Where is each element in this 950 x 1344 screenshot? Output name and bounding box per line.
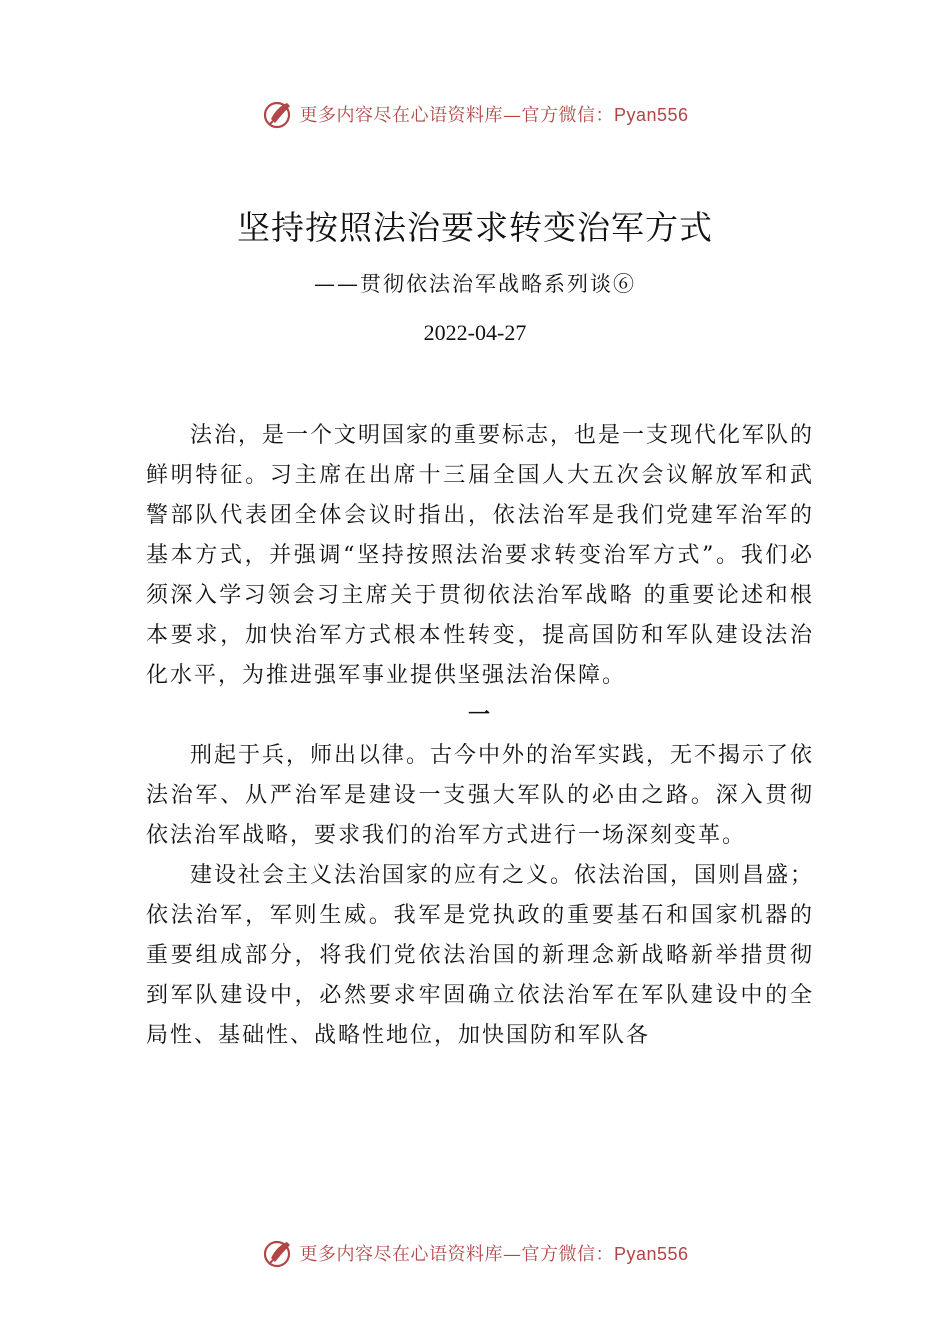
footer-banner xyxy=(0,1231,950,1275)
banner-wechat-id: Pyan556 xyxy=(613,105,689,125)
section-number: 一 xyxy=(467,703,492,728)
paragraph-2: 刑起于兵，师出以律。古今中外的治军实践，无不揭示了依法治军、从严治军是建设一支强大军队的必由之路。深入贯彻依法治军战略，要求我们的治军方式进行一场深刻变革。 xyxy=(146,743,815,848)
banner-label: 更多内容尽在心语资料库—官方微信： xyxy=(299,1244,614,1265)
banner-label: 更多内容尽在心语资料库—官方微信： xyxy=(299,105,614,126)
article-body xyxy=(146,416,814,1056)
paragraph-1: 法治，是一个文明国家的重要标志，也是一支现代化军队的鲜明特征。习主席在出席十三届全国人大五次会议解放军和武警部队代表团全体会议时指出，依法治军是我们党建军治军的基本方式，并强调“坚持按照法治要求转变治军方式”。我们必须深入学习领会习主席关于贯彻依法治军战略 的重要论述和根本要求，加快治军方式根本性转变，提高国防和军队建设法治化水平，为推进强军事业提供坚强法治保障。 xyxy=(146,423,815,688)
article-title: 坚持按照法治要求转变治军方式 xyxy=(237,208,713,247)
banner-text xyxy=(299,101,688,127)
header-banner xyxy=(0,92,950,136)
paragraph-3: 建设社会主义法治国家的应有之义。依法治国，国则昌盛；依法治军，军则生威。我军是党执政的重要基石和国家机器的重要组成部分，将我们党依法治国的新理念新战略新举措贯彻到军队建设中，必然要求牢固确立依法治军在军队建设中的全局性、基础性、战略性地位，加快国防和军队各 xyxy=(146,863,815,1048)
article-subtitle: ——贯彻依法治军战略系列谈⑥ xyxy=(314,272,636,296)
pen-seal-icon xyxy=(261,1236,295,1270)
banner-wechat-id: Pyan556 xyxy=(613,1244,689,1264)
pen-seal-icon xyxy=(261,97,295,131)
article-date: 2022-04-27 xyxy=(423,320,527,345)
banner-text xyxy=(299,1240,688,1266)
